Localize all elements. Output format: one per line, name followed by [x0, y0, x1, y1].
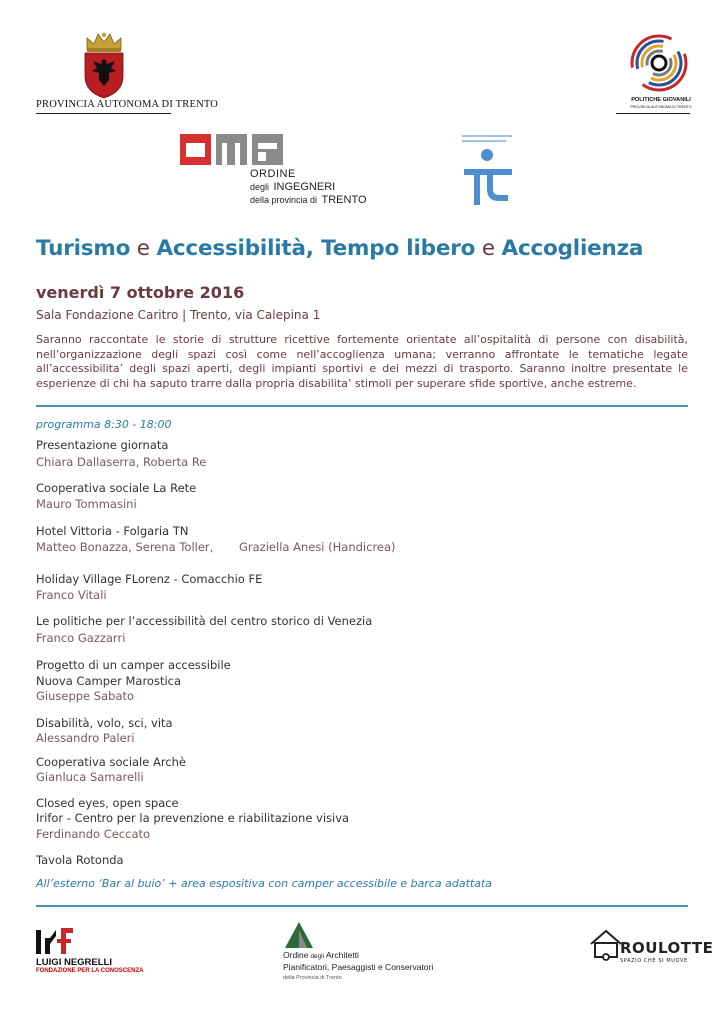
- architetti-line1a: Ordine: [283, 950, 309, 960]
- header-right-rule: [616, 113, 690, 114]
- title-part2: Accessibilità, Tempo libero: [156, 236, 476, 261]
- politiche-giovanili-logo-icon: [630, 34, 688, 92]
- ordine-line1: ORDINE: [250, 168, 296, 180]
- politiche-giovanili-sub: PROVINCIA AUTONOMA DI TRENTO: [630, 105, 692, 109]
- title-part1: Turismo: [36, 236, 131, 261]
- program-item-title: Progetto di un camper accessibile: [36, 658, 231, 672]
- architetti-line3: della Provincia di Trento: [283, 975, 342, 981]
- program-item-speakers: Franco Gazzarri: [36, 631, 126, 645]
- program-item-title: Cooperativa sociale La Rete: [36, 481, 197, 495]
- architetti-text: [283, 950, 433, 984]
- ordine-line3-big: TRENTO: [321, 194, 367, 206]
- ordine-ingegneri-text: [250, 168, 367, 206]
- program-item-speakers: Alessandro Paleri: [36, 731, 135, 745]
- event-title: [36, 236, 643, 261]
- roulotte-label: ROULOTTE: [620, 939, 714, 957]
- divider-top: [36, 405, 688, 407]
- roulotte-sub: SPAZIO CHE SI MUOVE: [620, 958, 688, 964]
- ordine-ingegneri-logo-icon: [180, 134, 284, 166]
- program-item-title: Cooperativa sociale Archè: [36, 755, 187, 769]
- accessibility-figure-logo-icon: [460, 133, 518, 209]
- program-item-speakers: Franco Vitali: [36, 588, 107, 602]
- program-item-title: Le politiche per l’accessibilità del centro storico di Venezia: [36, 614, 373, 628]
- negrelli-logo-icon: [36, 924, 76, 954]
- event-date: venerdì 7 ottobre 2016: [36, 283, 245, 302]
- event-intro: Saranno raccontate le storie di strutture ricettive fortemente orientate all’ospitalità di persone con disabilità, nell’organizzazione degli spazi così come nell’accoglienza umana; verranno affrontate le tematiche legate all’accessibilita’ degli spazi aperti, degli impianti sportivi e dei mezzi di trasporto. Saranno inoltre presentate le esperienze di chi ha saputo trarre dalla propria disabilita’ stimoli per superare sfide sportive, anche estreme.: [36, 333, 688, 390]
- program-heading: programma 8:30 - 18:00: [36, 418, 172, 431]
- program-item-title-2: Irifor - Centro per la prevenzione e riabilitazione visiva: [36, 811, 350, 825]
- title-part3: Accoglienza: [501, 236, 644, 261]
- provincia-crest-icon: [82, 30, 126, 100]
- title-e2: e: [475, 236, 502, 261]
- program-item-speakers: Gianluca Samarelli: [36, 770, 144, 784]
- program-item-title-2: Nuova Camper Marostica: [36, 674, 182, 688]
- architetti-logo-icon: [283, 920, 315, 950]
- ordine-line3-small: della provincia di: [250, 195, 318, 205]
- negrelli-label: LUIGI NEGRELLI: [36, 957, 112, 968]
- ordine-line2-small: degli: [250, 182, 270, 192]
- politiche-giovanili-label: POLITICHE GIOVANILI: [631, 97, 691, 103]
- architetti-line2: Pianificatori, Paesaggisti e Conservatori: [283, 962, 434, 972]
- architetti-line1c: Architetti: [325, 950, 359, 960]
- header-left-rule: [36, 113, 171, 114]
- divider-bottom: [36, 905, 688, 907]
- event-venue: Sala Fondazione Caritro | Trento, via Calepina 1: [36, 308, 321, 322]
- program-item-title: Holiday Village FLorenz - Comacchio FE: [36, 572, 263, 586]
- roulotte-house-icon: [588, 928, 624, 962]
- program-item-speakers-2: Graziella Anesi (Handicrea): [239, 540, 396, 554]
- program-item-title: Hotel Vittoria - Folgaria TN: [36, 524, 189, 538]
- program-item-title: Closed eyes, open space: [36, 796, 179, 810]
- program-item-title: Disabilità, volo, sci, vita: [36, 716, 173, 730]
- program-item-title: Presentazione giornata: [36, 438, 169, 452]
- program-item-speakers: Mauro Tommasini: [36, 497, 137, 511]
- architetti-line1b: degli: [308, 953, 326, 960]
- program-item-speakers: Ferdinando Ceccato: [36, 827, 151, 841]
- title-e1: e: [130, 236, 157, 261]
- program-item-title: Tavola Rotonda: [36, 853, 124, 867]
- program-item-speakers: Chiara Dallaserra, Roberta Re: [36, 455, 207, 469]
- negrelli-sub: FONDAZIONE PER LA CONOSCENZA: [36, 968, 144, 974]
- program-note: All’esterno ‘Bar al buio’ + area espositiva con camper accessibile e barca adattata: [36, 877, 493, 890]
- program-item-speakers: Matteo Bonazza, Serena Toller,: [36, 540, 214, 554]
- ordine-line2-big: INGEGNERI: [273, 181, 336, 193]
- provincia-label: PROVINCIA AUTONOMA DI TRENTO: [36, 99, 219, 110]
- program-item-speakers: Giuseppe Sabato: [36, 689, 135, 703]
